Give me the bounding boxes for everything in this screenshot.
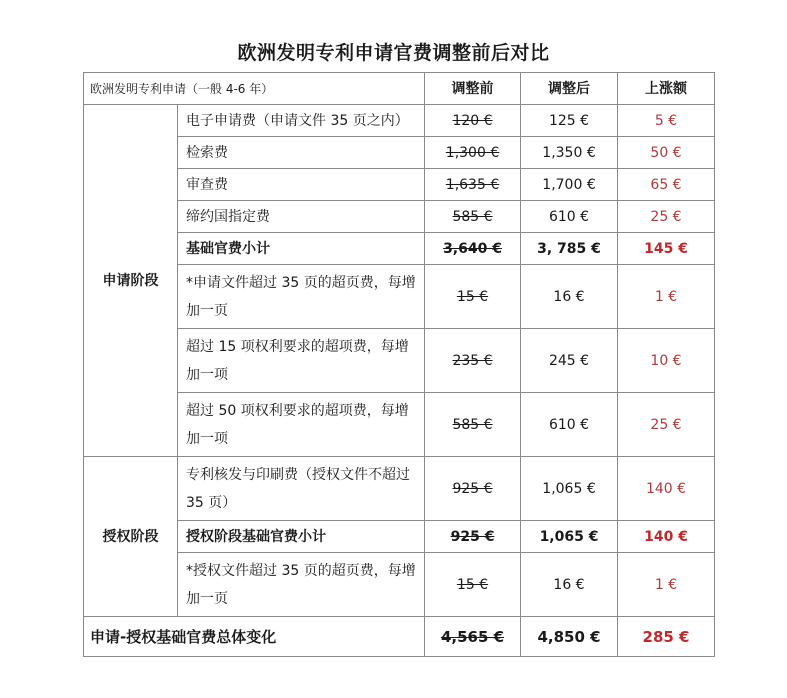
row-increase: 140 €	[618, 521, 715, 553]
table-row	[84, 329, 715, 393]
row-before: 1,300 €	[425, 137, 521, 169]
table-row	[84, 137, 715, 169]
row-item: 专利核发与印刷费（授权文件不超过 35 页）	[178, 457, 425, 521]
row-before: 15 €	[425, 265, 521, 329]
row-item: *授权文件超过 35 页的超页费，每增加一页	[178, 553, 425, 617]
row-increase: 65 €	[618, 169, 715, 201]
header-increase: 上涨额	[618, 73, 715, 105]
row-increase: 145 €	[618, 233, 715, 265]
stage-label-application: 申请阶段	[84, 105, 178, 457]
row-after: 610 €	[521, 393, 618, 457]
row-item: 审查费	[178, 169, 425, 201]
total-row	[84, 617, 715, 657]
row-increase: 140 €	[618, 457, 715, 521]
row-increase: 5 €	[618, 105, 715, 137]
row-after: 1,350 €	[521, 137, 618, 169]
row-increase: 1 €	[618, 265, 715, 329]
table-row	[84, 169, 715, 201]
row-item: 基础官费小计	[178, 233, 425, 265]
row-after: 245 €	[521, 329, 618, 393]
row-after: 610 €	[521, 201, 618, 233]
subtotal-row	[84, 521, 715, 553]
total-before: 4,565 €	[425, 617, 521, 657]
row-item: 超过 15 项权利要求的超项费，每增加一项	[178, 329, 425, 393]
row-increase: 25 €	[618, 393, 715, 457]
header-before: 调整前	[425, 73, 521, 105]
table-row	[84, 201, 715, 233]
row-after: 3, 785 €	[521, 233, 618, 265]
row-increase: 50 €	[618, 137, 715, 169]
total-increase: 285 €	[618, 617, 715, 657]
row-increase: 25 €	[618, 201, 715, 233]
row-increase: 10 €	[618, 329, 715, 393]
row-after: 125 €	[521, 105, 618, 137]
row-before: 925 €	[425, 521, 521, 553]
row-item: 检索费	[178, 137, 425, 169]
table-row	[84, 105, 715, 137]
header-category: 欧洲发明专利申请（一般 4-6 年）	[84, 73, 425, 105]
row-after: 1,065 €	[521, 457, 618, 521]
row-before: 585 €	[425, 201, 521, 233]
header-after: 调整后	[521, 73, 618, 105]
row-after: 1,065 €	[521, 521, 618, 553]
table-row	[84, 553, 715, 617]
fee-comparison-table	[83, 72, 715, 657]
page-title: 欧洲发明专利申请官费调整前后对比	[237, 42, 550, 64]
row-item: 缔约国指定费	[178, 201, 425, 233]
row-before: 3,640 €	[425, 233, 521, 265]
row-item: 授权阶段基础官费小计	[178, 521, 425, 553]
total-after: 4,850 €	[521, 617, 618, 657]
table-row	[84, 457, 715, 521]
subtotal-row	[84, 233, 715, 265]
row-before: 15 €	[425, 553, 521, 617]
table-header-row	[84, 73, 715, 105]
row-before: 235 €	[425, 329, 521, 393]
stage-label-grant: 授权阶段	[84, 457, 178, 617]
row-increase: 1 €	[618, 553, 715, 617]
row-before: 1,635 €	[425, 169, 521, 201]
row-after: 16 €	[521, 553, 618, 617]
row-before: 120 €	[425, 105, 521, 137]
row-after: 1,700 €	[521, 169, 618, 201]
table-row	[84, 393, 715, 457]
row-before: 585 €	[425, 393, 521, 457]
total-label: 申请-授权基础官费总体变化	[84, 617, 425, 657]
row-before: 925 €	[425, 457, 521, 521]
row-item: 超过 50 项权利要求的超项费，每增加一项	[178, 393, 425, 457]
row-after: 16 €	[521, 265, 618, 329]
row-item: *申请文件超过 35 页的超页费，每增加一页	[178, 265, 425, 329]
row-item: 电子申请费（申请文件 35 页之内）	[178, 105, 425, 137]
table-row	[84, 265, 715, 329]
